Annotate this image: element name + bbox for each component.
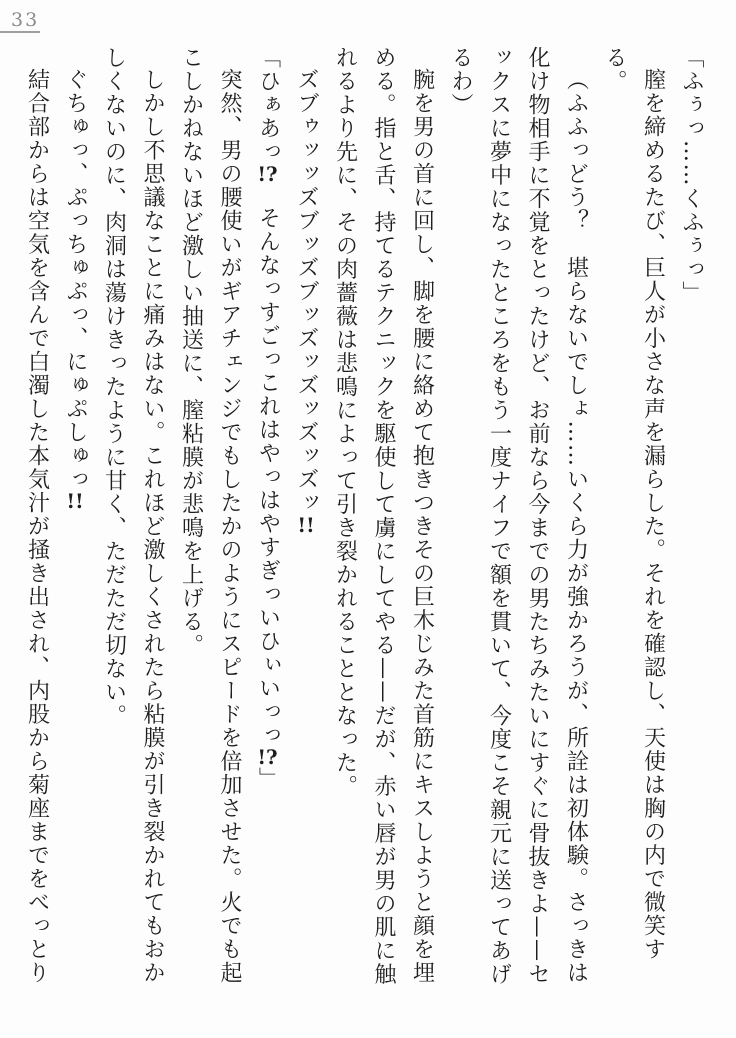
page-number-rule	[0, 31, 40, 33]
text-block	[24, 46, 710, 987]
paragraph-narration: 腕を男の首に回し、脚を腰に絡めて抱きつきその巨木じみた首筋にキスしようと顔を埋める。指と舌、持てるテクニックを駆使して虜にしてやる——だが、赤い唇が男の肌に触れるより先に、その肉薔薇は悲鳴によって引き裂かれることとなった。	[332, 46, 435, 986]
double-exclamation-glyph: !!	[66, 491, 84, 511]
paragraph-narration: しかし不思議なことに痛みはない。これほど激しくされたら粘膜が引き裂かれてもおかしくないのに、肉洞は蕩けきったように甘く、ただただ切ない。	[101, 46, 165, 985]
paragraph-dialogue: 「ふぅっ……くふぅっ」	[679, 46, 704, 305]
double-exclamation-glyph: !!	[297, 514, 315, 535]
paragraph-narration: 膣を締めるたび、巨人が小さな声を漏らした。それを確認し、天使は胸の内で微笑する。	[602, 46, 666, 961]
paragraph-sfx: ズブゥッッズブッズブッズッズッズッズッ!!	[294, 68, 319, 535]
paragraph-narration: 結合部からは空気を含んで白濁した本気汁が掻き出され、内股から菊座までをべっとり	[24, 68, 50, 985]
exclamation-question-glyph: !?	[257, 163, 278, 184]
paragraph-dialogue: 「ひぁあっ!? そんなっすごっこれはやっはやすぎっいひぃいっっ!?」	[255, 46, 281, 791]
exclamation-question-glyph: !?	[257, 747, 278, 768]
paragraph-narration: 突然、男の腰使いがギアチェンジでもしたかのようにスピードを倍加させた。火でも起こしかねないほど激しい抽送に、膣粘膜が悲鳴を上げる。	[178, 46, 242, 985]
paragraph-thought: （ふふっどう？ 堪らないでしょ……いくら力が強かろうが、所詮は初体験。さっきは化け物相手に不覚をとったけど、お前なら今までの男たちみたいにすぐに骨抜きよ——セックスに夢中になったところをもう一度ナイフで額を貫いて、今度こそ親元に送ってあげるわ）	[448, 46, 589, 986]
paragraph-sfx: ぐちゅっ、ぷっちゅぷっ、にゅぷしゅっ!!	[63, 68, 88, 511]
page-number: 33	[11, 9, 40, 31]
